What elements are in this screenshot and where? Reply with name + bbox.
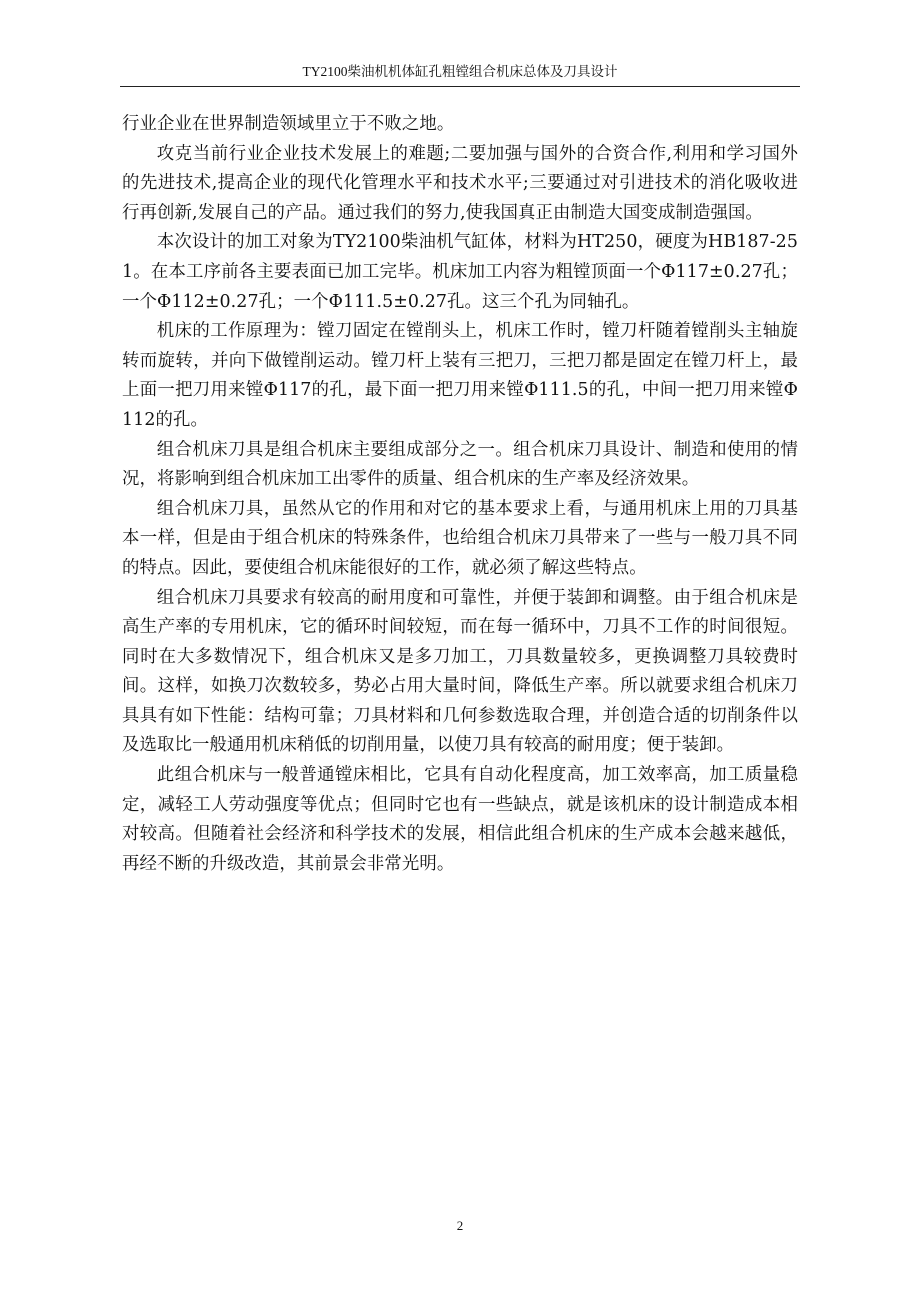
paragraph-tool-importance: 组合机床刀具是组合机床主要组成部分之一。组合机床刀具设计、制造和使用的情况，将影响到组合机床加工出零件的质量、组合机床的生产率及经济效果。 <box>122 439 798 490</box>
header-title: TY2100柴油机机体缸孔粗镗组合机床总体及刀具设计 <box>302 64 618 79</box>
page-number: 2 <box>456 1218 464 1233</box>
page-header <box>120 62 800 87</box>
paragraph-tool-characteristics: 组合机床刀具，虽然从它的作用和对它的基本要求上看，与通用机床上用的刀具基本一样，但是由于组合机床的特殊条件，也给组合机床刀具带来了一些与一般刀具不同的特点。因此，要使组合机床能很好的工作，就必须了解这些特点。 <box>122 498 798 578</box>
paragraph-tool-requirements: 组合机床刀具要求有较高的耐用度和可靠性，并便于装卸和调整。由于组合机床是高生产率的专用机床，它的循环时间较短，而在每一循环中，刀具不工作的时间很短。同时在大多数情况下，组合机床又是多刀加工，刀具数量较多，更换调整刀具较费时间。这样，如换刀次数较多，势必占用大量时间，降低生产率。所以就要求组合机床刀具具有如下性能：结构可靠；刀具材料和几何参数选取合理，并创造合适的切削条件以及选取比一般通用机床稍低的切削用量，以使刀具有较高的耐用度；便于装卸。 <box>122 587 798 756</box>
document-body <box>122 110 798 879</box>
paragraph-workpiece: 本次设计的加工对象为TY2100柴油机气缸体，材料为HT250，硬度为HB187-251。在本工序前各主要表面已加工完毕。机床加工内容为粗镗顶面一个Φ117±0.27孔；一个Φ112±0.27孔；一个Φ111.5±0.27孔。这三个孔为同轴孔。 <box>122 232 798 312</box>
paragraph-industry-development: 攻克当前行业企业技术发展上的难题;二要加强与国外的合资合作,利用和学习国外的先进技术,提高企业的现代化管理水平和技术水平;三要通过对引进技术的消化吸收进行再创新,发展自己的产品。通过我们的努力,使我国真正由制造大国变成制造强国。 <box>122 143 798 223</box>
paragraph-conclusion: 此组合机床与一般普通镗床相比，它具有自动化程度高，加工效率高，加工质量稳定，减轻工人劳动强度等优点；但同时它也有一些缺点，就是该机床的设计制造成本相对较高。但随着社会经济和科学技术的发展，相信此组合机床的生产成本会越来越低，再经不断的升级改造，其前景会非常光明。 <box>122 765 798 874</box>
paragraph-continuation: 行业企业在世界制造领域里立于不败之地。 <box>122 114 455 134</box>
paragraph-working-principle: 机床的工作原理为：镗刀固定在镗削头上，机床工作时，镗刀杆随着镗削头主轴旋转而旋转，并向下做镗削运动。镗刀杆上装有三把刀，三把刀都是固定在镗刀杆上，最上面一把刀用来镗Φ117的孔，最下面一把刀用来镗Φ111.5的孔，中间一把刀用来镗Φ112的孔。 <box>122 321 798 430</box>
